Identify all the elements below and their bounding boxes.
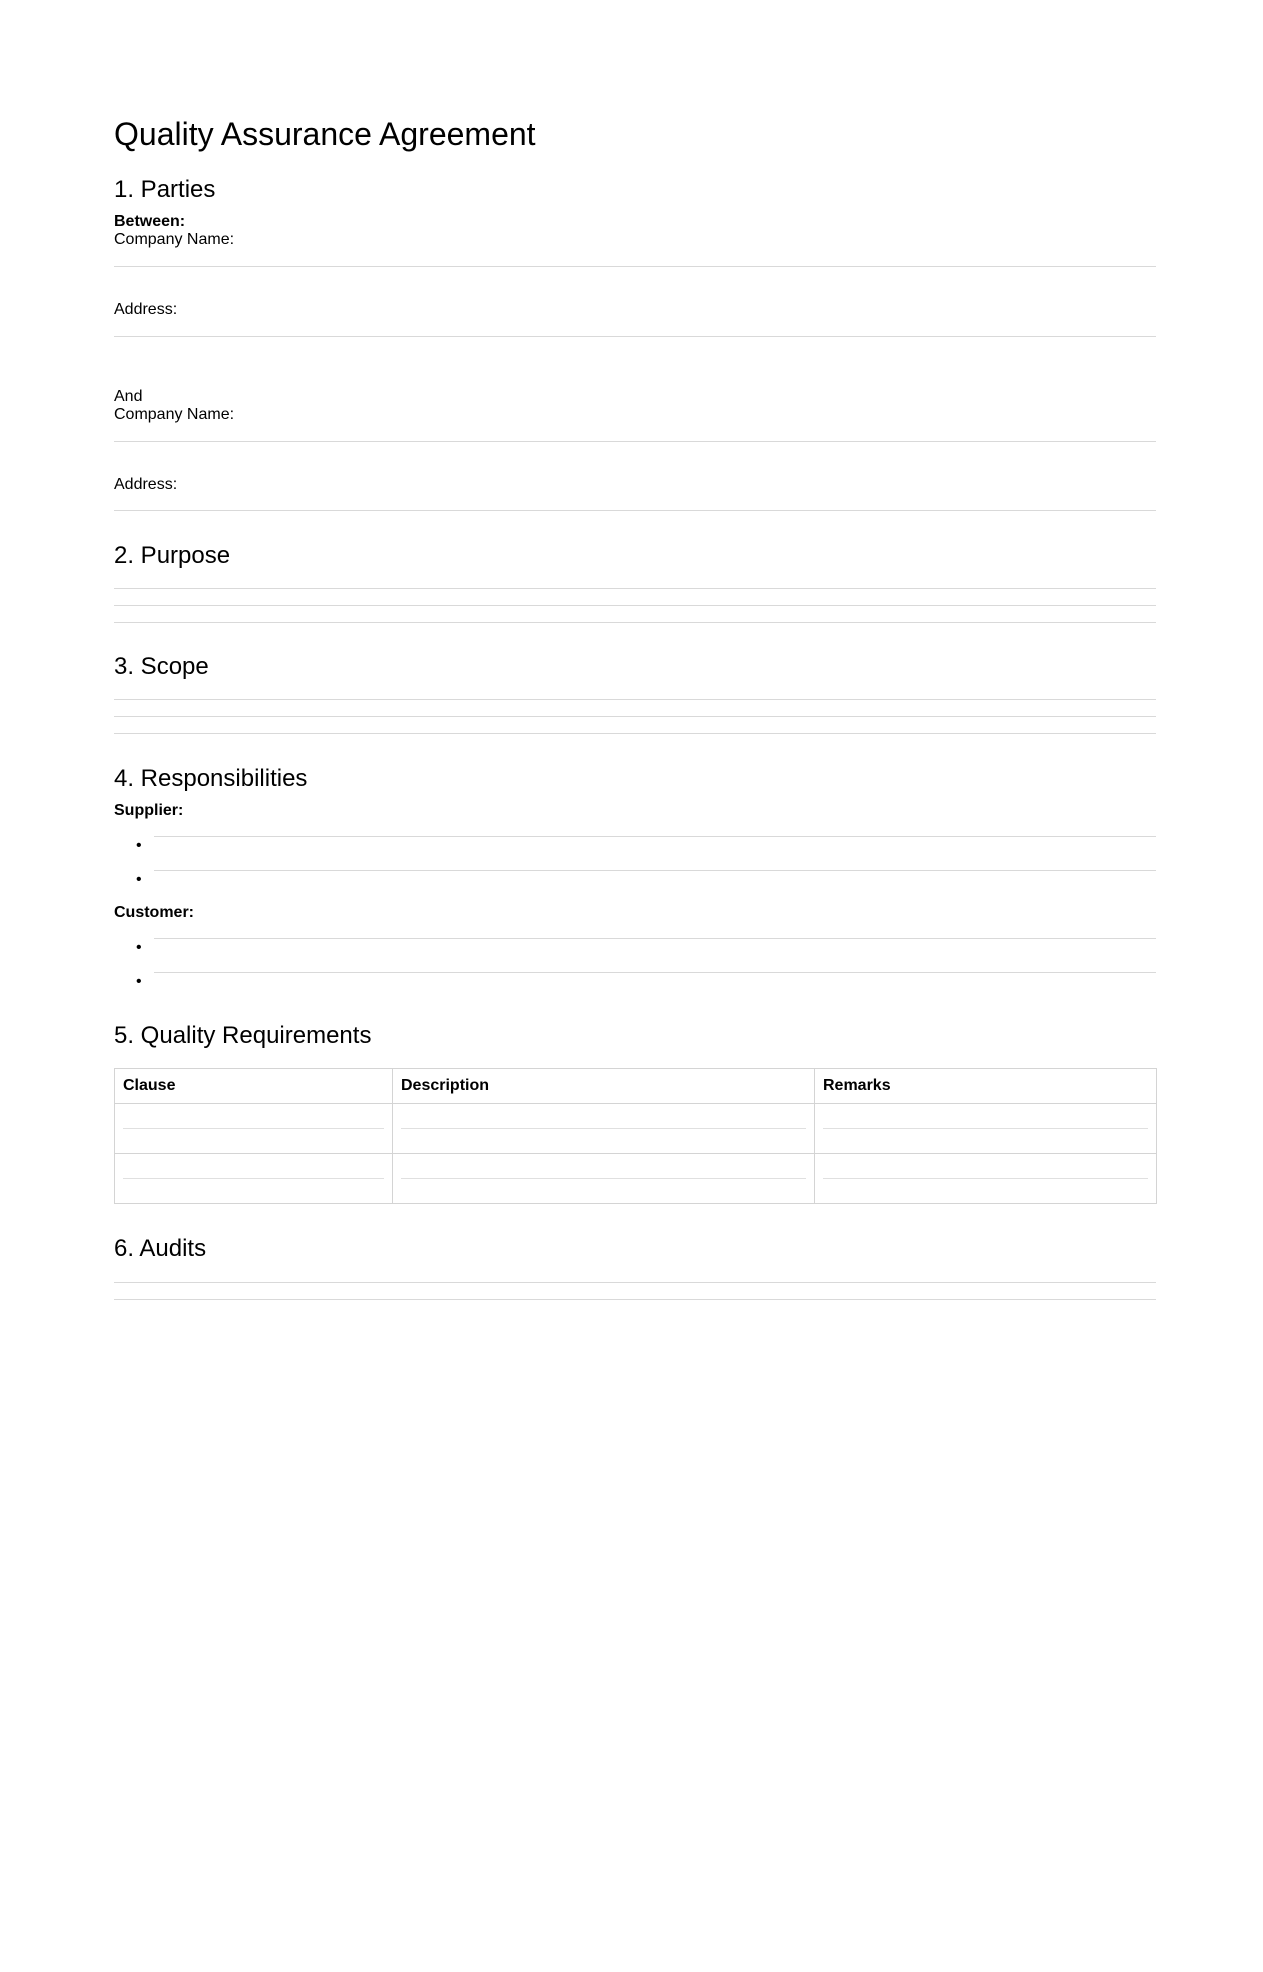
scope-line-2[interactable] (114, 716, 1156, 717)
supplier-bullet-2: • (136, 871, 142, 888)
table-header-row (115, 1069, 1157, 1104)
party1-address-line[interactable] (114, 336, 1156, 337)
section-heading-scope: 3. Scope (114, 653, 209, 680)
party2-address-line[interactable] (114, 510, 1156, 511)
and-label: And (114, 388, 143, 405)
cell-line (823, 1128, 1148, 1129)
party1-company-label: Company Name: (114, 231, 235, 248)
table-cell-clause[interactable] (115, 1154, 393, 1204)
column-header-remarks: Remarks (815, 1069, 1157, 1104)
section-heading-purpose: 2. Purpose (114, 542, 231, 569)
cell-line (823, 1178, 1148, 1179)
table-cell-description[interactable] (393, 1154, 815, 1204)
column-header-clause: Clause (115, 1069, 393, 1104)
supplier-label: Supplier: (114, 802, 184, 819)
quality-requirements-table (114, 1068, 1157, 1204)
customer-item-line-2[interactable] (154, 972, 1156, 973)
party2-company-line[interactable] (114, 441, 1156, 442)
customer-label: Customer: (114, 904, 195, 921)
cell-line (401, 1178, 806, 1179)
table-cell-remarks[interactable] (815, 1104, 1157, 1154)
section-heading-quality-requirements: 5. Quality Requirements (114, 1022, 372, 1049)
customer-bullet-2: • (136, 973, 142, 990)
audits-line-2[interactable] (114, 1299, 1156, 1300)
between-label: Between: (114, 213, 186, 230)
audits-line-1[interactable] (114, 1282, 1156, 1283)
section-heading-parties: 1. Parties (114, 176, 216, 203)
document-title: Quality Assurance Agreement (114, 116, 536, 152)
supplier-item-line-1[interactable] (154, 836, 1156, 837)
customer-item-line-1[interactable] (154, 938, 1156, 939)
party2-address-label: Address: (114, 476, 178, 493)
section-heading-responsibilities: 4. Responsibilities (114, 765, 308, 792)
supplier-bullet-1: • (136, 837, 142, 854)
scope-line-1[interactable] (114, 699, 1156, 700)
purpose-line-1[interactable] (114, 588, 1156, 589)
purpose-line-3[interactable] (114, 622, 1156, 623)
party1-address-label: Address: (114, 301, 178, 318)
party2-company-label: Company Name: (114, 406, 235, 423)
table-row (115, 1104, 1157, 1154)
table-cell-clause[interactable] (115, 1104, 393, 1154)
scope-line-3[interactable] (114, 733, 1156, 734)
purpose-line-2[interactable] (114, 605, 1156, 606)
cell-line (123, 1178, 384, 1179)
cell-line (123, 1128, 384, 1129)
table-cell-description[interactable] (393, 1104, 815, 1154)
column-header-description: Description (393, 1069, 815, 1104)
table-cell-remarks[interactable] (815, 1154, 1157, 1204)
cell-line (401, 1128, 806, 1129)
party1-company-line[interactable] (114, 266, 1156, 267)
section-heading-audits: 6. Audits (114, 1235, 207, 1262)
customer-bullet-1: • (136, 939, 142, 956)
supplier-item-line-2[interactable] (154, 870, 1156, 871)
table-row (115, 1154, 1157, 1204)
